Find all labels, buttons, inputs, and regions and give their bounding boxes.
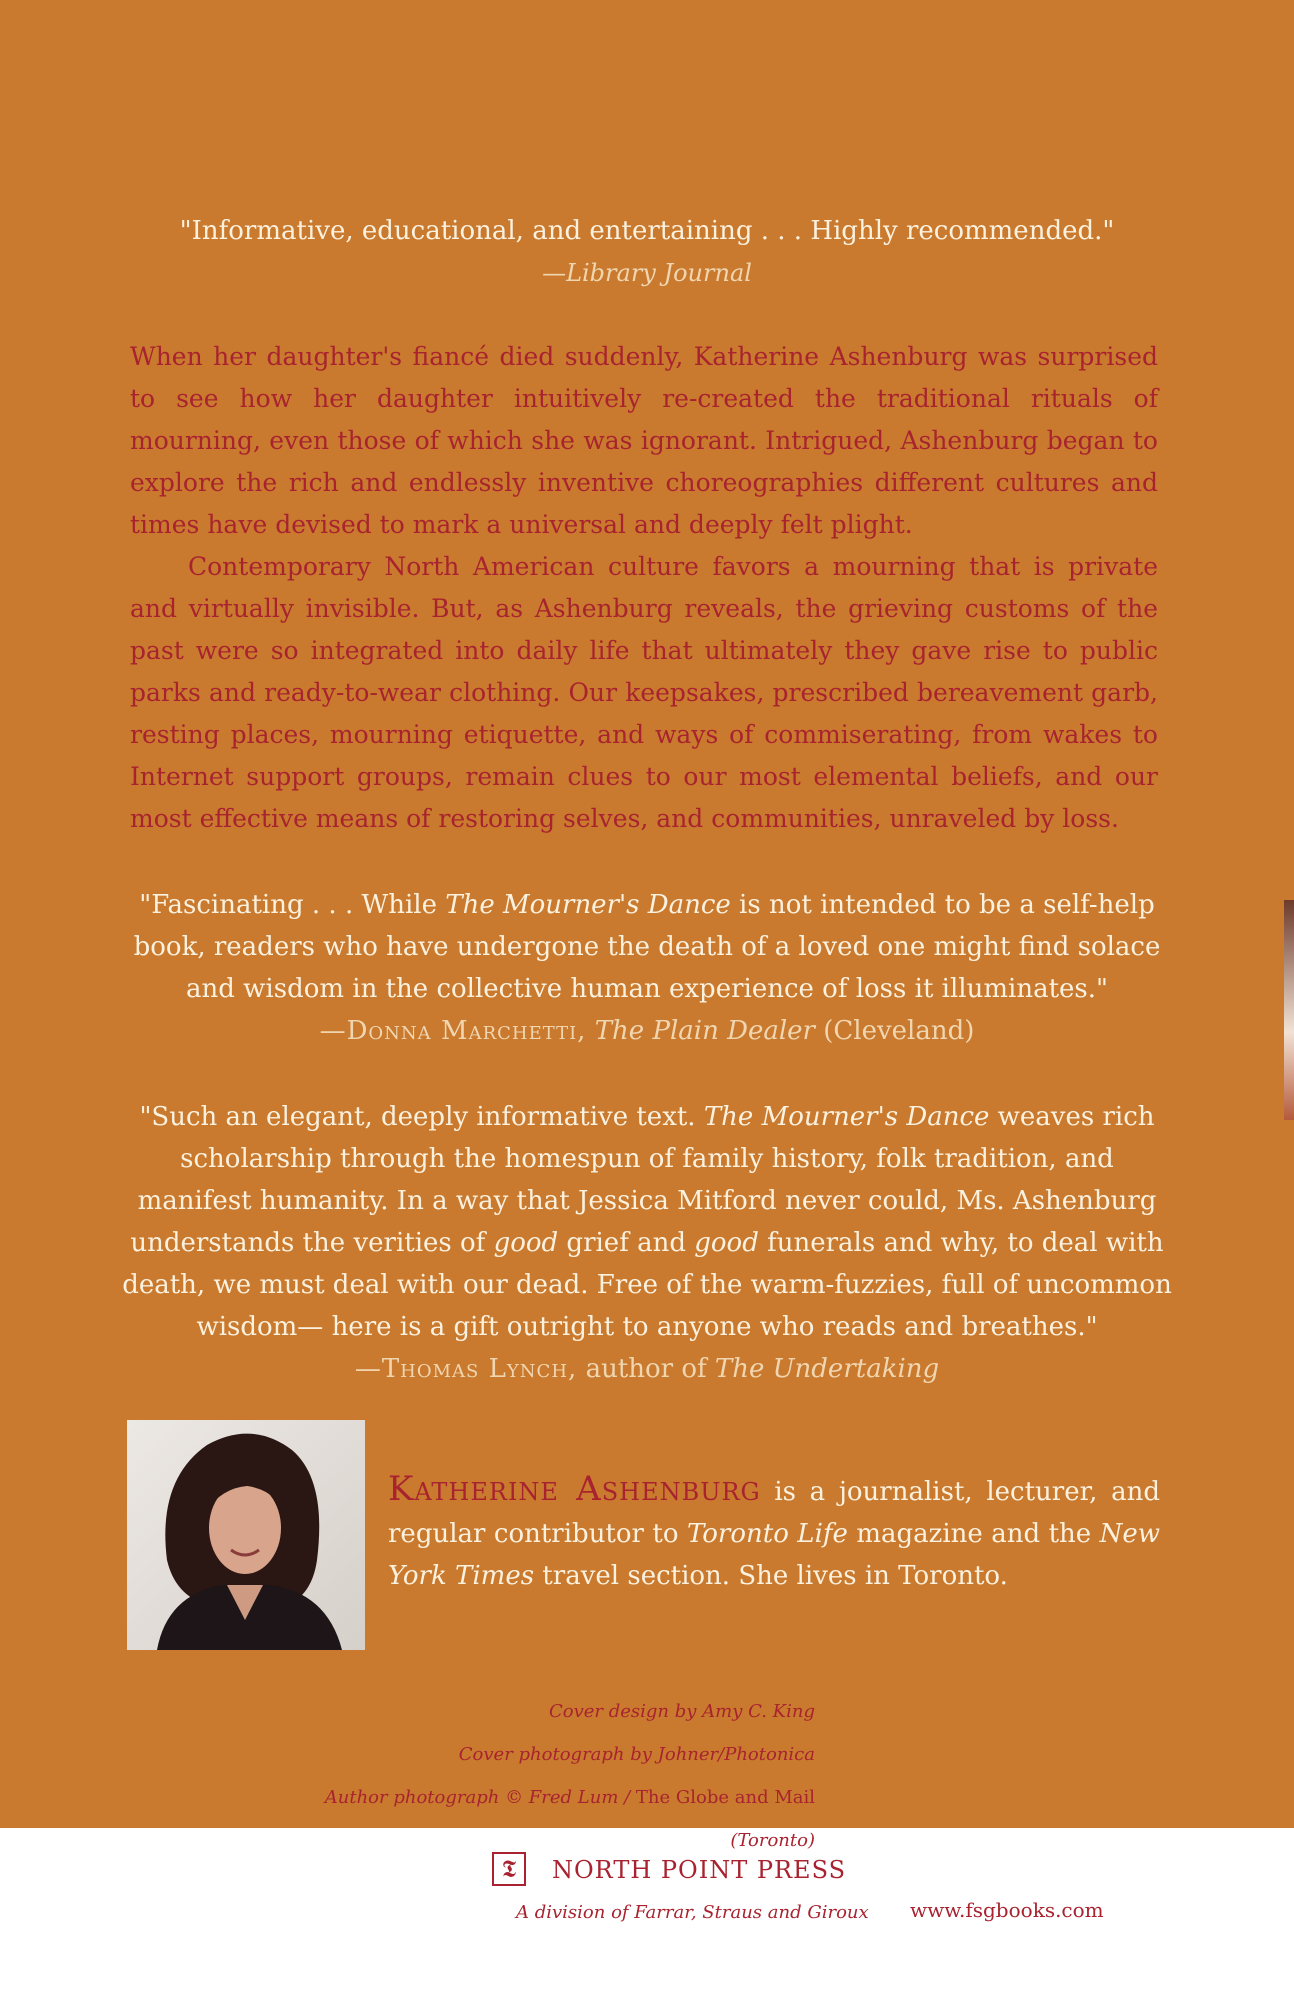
bio-text-1: is a journalist, lecturer, and regular contributor to	[388, 1477, 1160, 1549]
credit-author-photo-text: Author photograph © Fred Lum /	[324, 1787, 636, 1808]
quote3-text-mid1: weaves rich scholarship through the homespun of family history, folk tradition, and manifest humanity. In a way that Jessica Mitford never could, Ms. Ashenburg understands the verities of	[130, 1102, 1157, 1258]
quote2-attribution	[130, 1010, 1164, 1052]
credit-cover-photo: Cover photograph by Johner/Photonica	[458, 1744, 815, 1765]
thomas-lynch-quote	[120, 1096, 1174, 1390]
quote3-book-title: The Mourner's Dance	[703, 1102, 990, 1132]
quote3-good-1: good	[493, 1228, 559, 1258]
quote3-role: author of	[585, 1354, 707, 1384]
quote2-text-before: "Fascinating . . . While	[139, 890, 446, 920]
quote3-text-mid2: grief and	[558, 1228, 695, 1258]
credit-author-photo	[240, 1776, 815, 1862]
bio-text-2: magazine and the	[847, 1519, 1100, 1549]
bio-magazine: Toronto Life	[686, 1519, 848, 1549]
quote2-place: (Cleveland)	[823, 1016, 975, 1046]
quote2-body	[130, 884, 1164, 1010]
north-point-logo-icon: 𝕿	[492, 1852, 526, 1886]
author-name: Katherine Ashenburg	[388, 1469, 761, 1509]
description-paragraph-1: When her daughter's fiancé died suddenly, Katherine Ashenburg was surprised to see how her daughter intuitively re-created the traditional rituals of mourning, even those of which she was ignorant. Intrigued, Ashenburg began to explore the rich and endlessly inventive choreographies different cultures and times have devised to mark a universal and deeply felt plight.	[130, 342, 1158, 539]
quote3-author: —Thomas Lynch,	[354, 1354, 578, 1384]
quote2-book-title: The Mourner's Dance	[445, 890, 731, 920]
quote1-text: "Informative, educational, and entertaining . . . Highly recommended."	[179, 216, 1115, 246]
quote3-attribution	[120, 1348, 1174, 1390]
author-photo	[127, 1420, 365, 1650]
description-paragraph-2: Contemporary North American culture favors a mourning that is private and virtually invisible. But, as Ashenburg reveals, the grieving customs of the past were so integrated into daily life that ultimately they gave rise to public parks and ready-to-wear clothing. Our keepsakes, prescribed bereavement garb, resting places, mourning etiquette, and ways of commiserating, from wakes to Internet support groups, remain clues to our most elemental beliefs, and our most effective means of restoring selves, and communities, unraveled by loss.	[130, 552, 1158, 833]
quote2-text-after: is not intended to be a self-help book, readers who have undergone the death of a loved one might find solace and wisdom in the collective human experience of loss it illuminates."	[133, 890, 1161, 1004]
author-bio	[388, 1468, 1160, 1597]
credit-city: (Toronto)	[730, 1830, 815, 1851]
quote3-body	[120, 1096, 1174, 1348]
credit-cover-design: Cover design by Amy C. King	[548, 1701, 815, 1722]
bio-newspaper: New York Times	[388, 1519, 1160, 1591]
quote2-publication: The Plain Dealer	[594, 1016, 815, 1046]
book-description	[130, 336, 1158, 840]
quote3-good-2: good	[694, 1228, 759, 1258]
publisher-website[interactable]: www.fsgbooks.com	[910, 1898, 1104, 1922]
plain-dealer-quote	[130, 884, 1164, 1052]
quote2-author: —Donna Marchetti,	[319, 1016, 587, 1046]
spine-edge-strip	[1284, 900, 1294, 1120]
quote3-book: The Undertaking	[714, 1354, 940, 1384]
publisher-division: A division of Farrar, Straus and Giroux	[516, 1902, 869, 1923]
quote3-text-after: funerals and why, to deal with death, we must deal with our dead. Free of the warm-fuzzies, full of uncommon wisdom— here is a gift outright to anyone who reads and breathes."	[122, 1228, 1172, 1342]
quote3-text-before: "Such an elegant, deeply informative text.	[139, 1102, 704, 1132]
quote1-source: —Library Journal	[542, 259, 752, 287]
cover-credits	[240, 1690, 815, 1862]
bio-text-3: travel section. She lives in Toronto.	[534, 1561, 1008, 1591]
publisher-name: NORTH POINT PRESS	[552, 1856, 847, 1884]
credit-newspaper: The Globe and Mail	[635, 1787, 815, 1808]
author-portrait-image	[127, 1420, 365, 1650]
library-journal-quote	[130, 210, 1164, 294]
